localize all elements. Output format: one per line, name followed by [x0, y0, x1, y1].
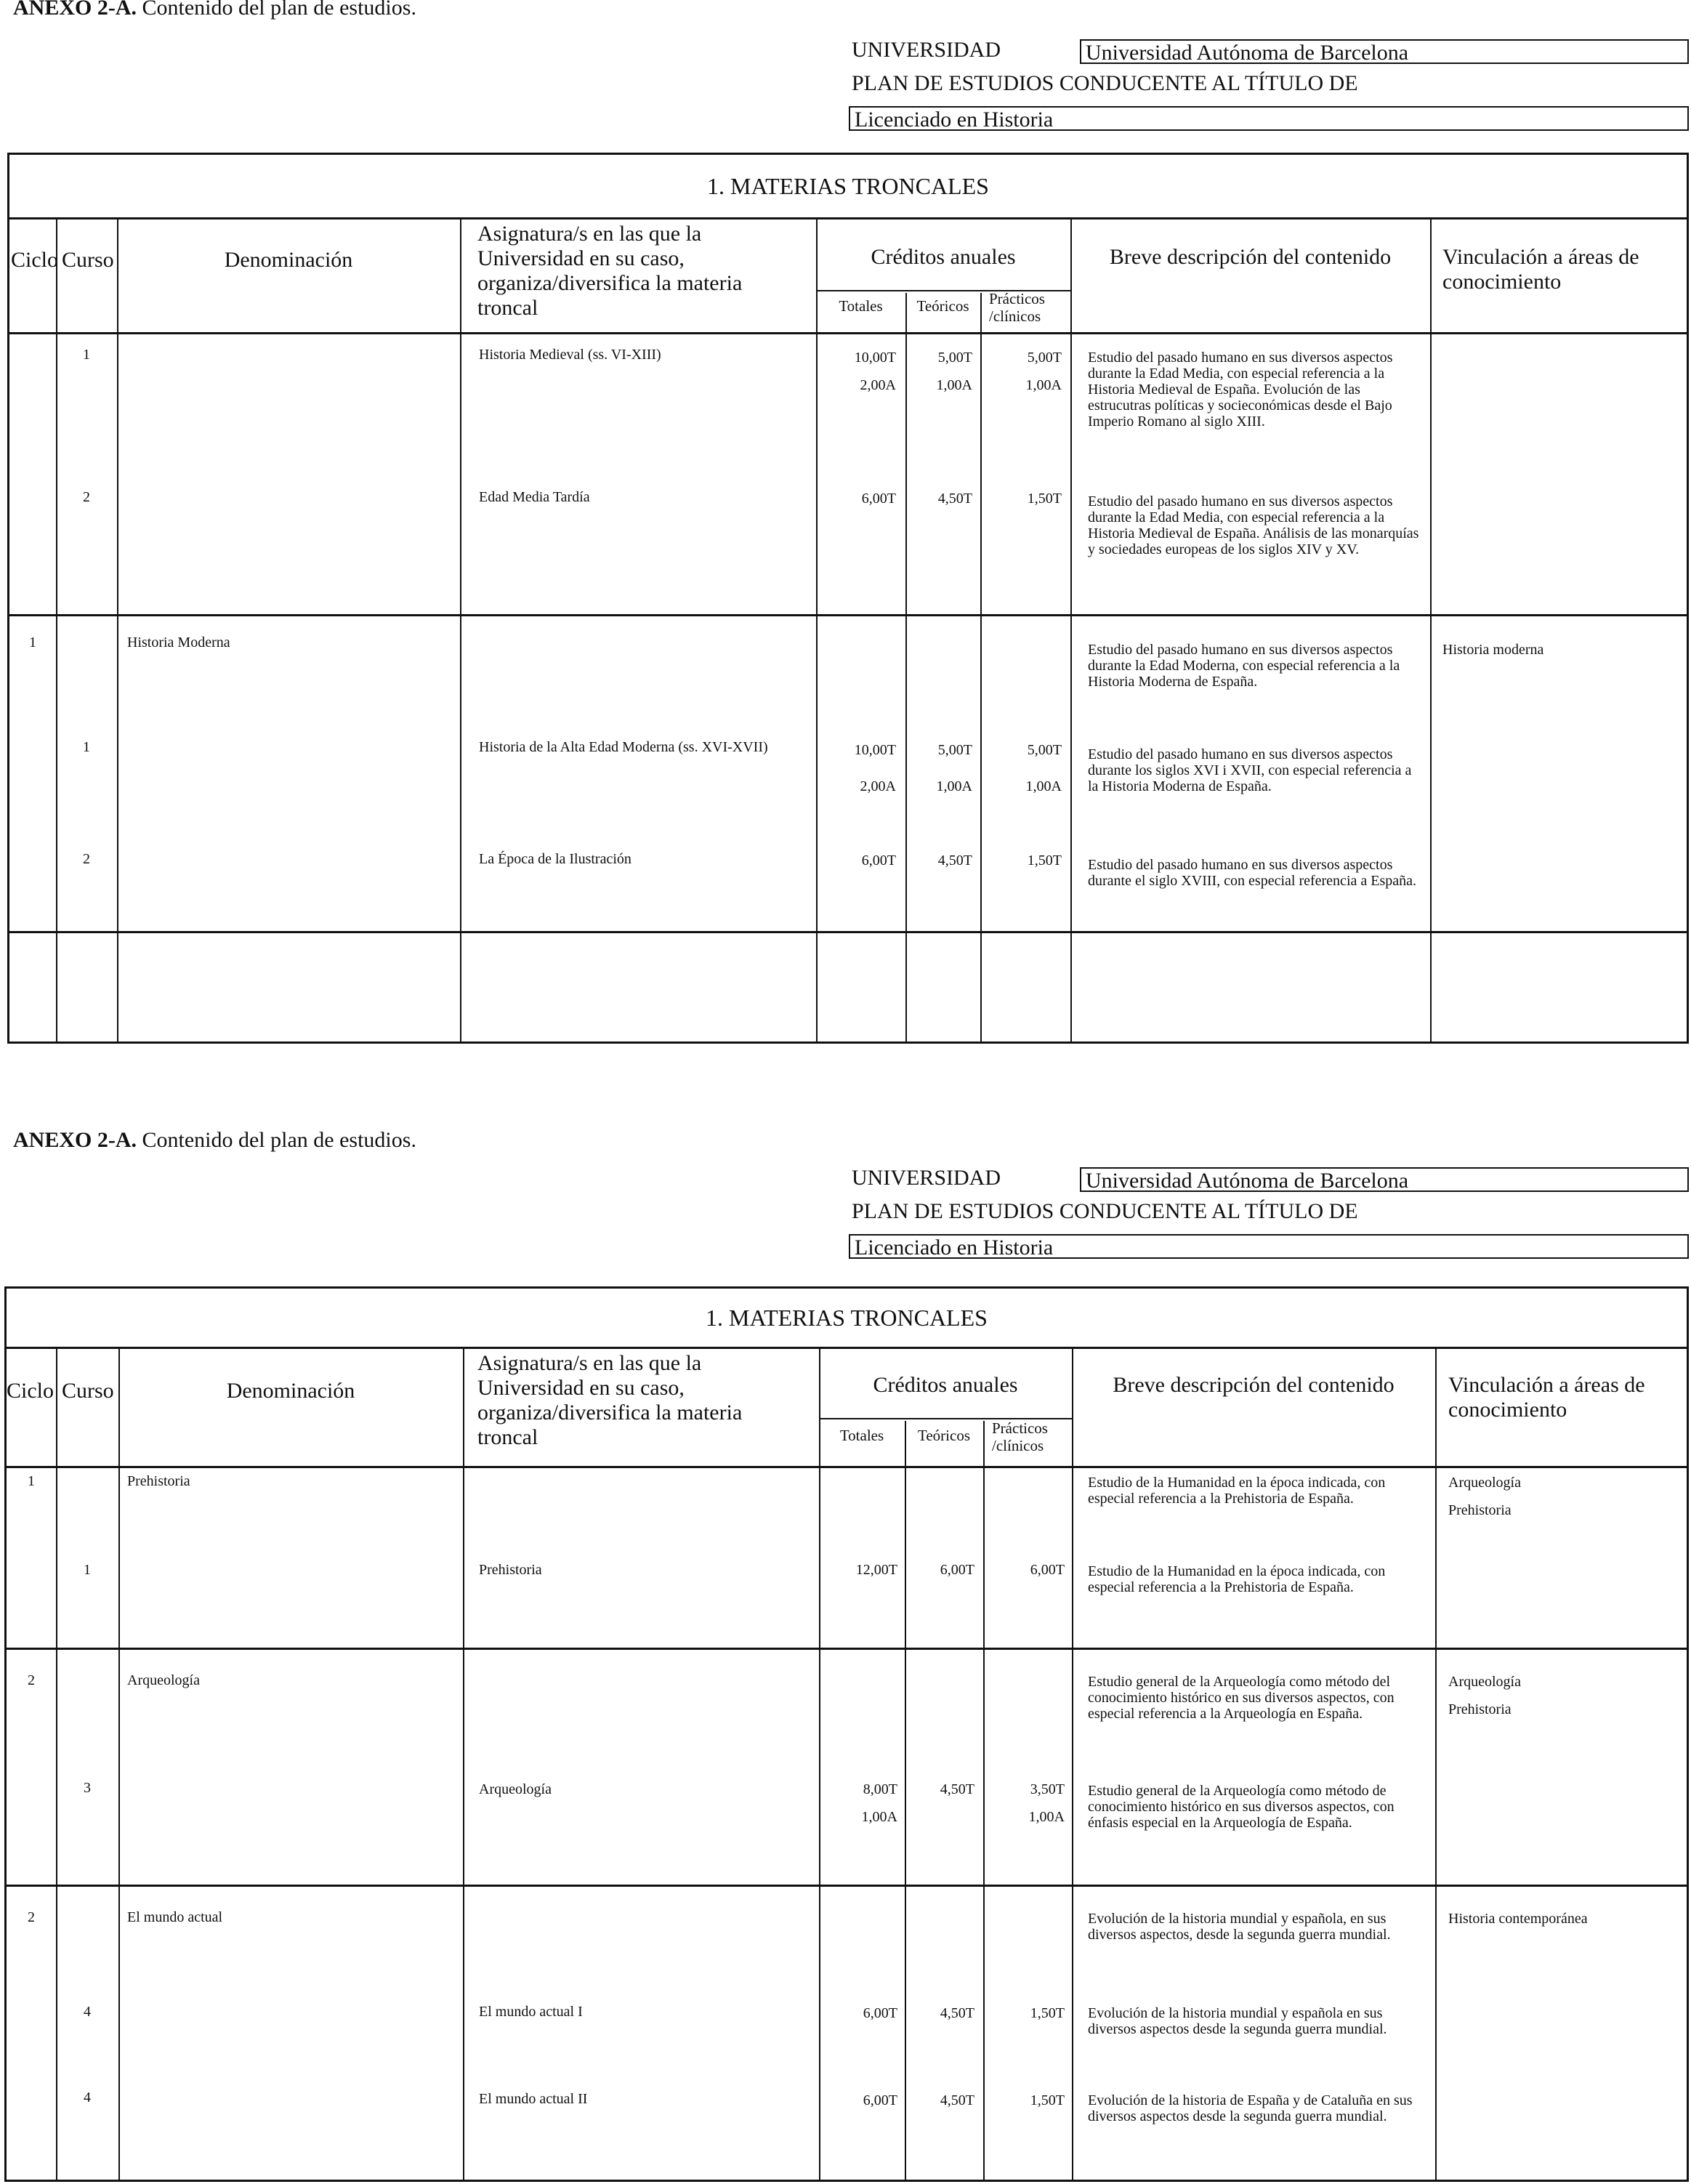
- materias-table: [7, 153, 1689, 1044]
- table-title: 1. MATERIAS TRONCALES: [9, 155, 1687, 219]
- asignatura-cell: Historia Medieval (ss. VI-XIII): [479, 347, 661, 363]
- curso-cell: 3: [84, 1780, 91, 1796]
- ciclo-cell: 1: [29, 634, 36, 650]
- vinculacion-cell: Historia moderna: [1442, 642, 1544, 658]
- col-curso: Curso: [62, 1379, 114, 1403]
- universidad-label: UNIVERSIDAD: [852, 38, 1001, 62]
- curso-cell: 1: [84, 1562, 91, 1578]
- col-vinculacion: Vinculación a áreas de conocimiento: [1448, 1373, 1645, 1422]
- col-teoricos: Teóricos: [916, 297, 969, 315]
- practicos-cell: 3,50T: [1030, 1781, 1065, 1797]
- vinculacion-cell: Prehistoria: [1448, 1502, 1512, 1518]
- descripcion-cell: Estudio del pasado humano en sus diversos aspectos durante la Edad Media, con especial referencia a la Historia Medieval de España. Análisis de las monarquías y sociedades europeas de los siglos XIV y XV.: [1088, 493, 1419, 557]
- col-totales: Totales: [839, 1427, 884, 1444]
- totales-cell: 12,00T: [855, 1562, 897, 1578]
- vinculacion-cell: Arqueología: [1448, 1475, 1521, 1491]
- practicos-cell: 1,50T: [1027, 491, 1062, 507]
- descripcion-cell: Estudio general de la Arqueología como método del conocimiento histórico en sus diversos aspectos, con especial referencia a la Arqueología en España.: [1088, 1674, 1395, 1722]
- col-denominacion: Denominación: [224, 248, 353, 272]
- curso-cell: 2: [83, 489, 90, 505]
- totales-cell: 6,00T: [861, 853, 896, 869]
- asignatura-cell: El mundo actual II: [479, 2091, 588, 2107]
- totales-cell: 1,00A: [861, 1809, 897, 1825]
- asignatura-cell: Edad Media Tardía: [479, 489, 590, 505]
- vinculacion-cell: Prehistoria: [1448, 1701, 1512, 1717]
- practicos-cell: 5,00T: [1027, 742, 1062, 758]
- curso-cell: 1: [83, 347, 90, 363]
- curso-cell: 2: [83, 851, 90, 867]
- teoricos-cell: 1,00A: [936, 377, 972, 393]
- practicos-cell: 5,00T: [1027, 350, 1062, 366]
- descripcion-cell: Estudio del pasado humano en sus diversos aspectos durante la Edad Moderna, con especial referencia a la Historia Moderna de España.: [1088, 642, 1400, 690]
- asignatura-cell: Arqueología: [479, 1781, 552, 1797]
- practicos-cell: 1,00A: [1028, 1809, 1065, 1825]
- col-vinculacion: Vinculación a áreas de conocimiento: [1442, 245, 1639, 294]
- descripcion-cell: Estudio general de la Arqueología como método de conocimiento histórico en sus diversos aspectos, con énfasis especial en la Arqueología de España.: [1088, 1783, 1395, 1831]
- descripcion-cell: Estudio del pasado humano en sus diversos aspectos durante la Edad Media, con especial referencia a la Historia Medieval de España. Evolución de las estrucutras políticas y socieconómicas desde el Bajo Imperio Romano al siglo XIII.: [1088, 350, 1393, 430]
- descripcion-cell: Estudio de la Humanidad en la época indicada, con especial referencia a la Prehistoria de España.: [1088, 1563, 1386, 1595]
- plan-label: PLAN DE ESTUDIOS CONDUCENTE AL TÍTULO DE: [852, 71, 1358, 95]
- practicos-cell: 1,50T: [1030, 2005, 1065, 2021]
- descripcion-cell: Evolución de la historia mundial y española, en sus diversos aspectos, desde la segunda guerra mundial.: [1088, 1911, 1391, 1943]
- totales-cell: 10,00T: [854, 350, 896, 366]
- col-practicos: Prácticos /clínicos: [989, 290, 1045, 325]
- anexo-heading: ANEXO 2-A. Contenido del plan de estudios.: [13, 1128, 416, 1152]
- anexo-heading: ANEXO 2-A. Contenido del plan de estudios.: [13, 0, 416, 20]
- col-creditos: Créditos anuales: [871, 245, 1016, 269]
- col-totales: Totales: [839, 297, 883, 315]
- practicos-cell: 1,50T: [1027, 853, 1062, 869]
- totales-cell: 6,00T: [863, 2005, 897, 2021]
- titulo-field: Licenciado en Historia: [849, 1234, 1689, 1259]
- asignatura-cell: El mundo actual I: [479, 2004, 583, 2020]
- descripcion-cell: Estudio del pasado humano en sus diversos aspectos durante los siglos XVI i XVII, con especial referencia a la Historia Moderna de España.: [1088, 746, 1412, 794]
- col-descripcion: Breve descripción del contenido: [1109, 245, 1392, 269]
- asignatura-cell: Prehistoria: [479, 1562, 542, 1578]
- teoricos-cell: 4,50T: [940, 1781, 974, 1797]
- ciclo-cell: 1: [28, 1473, 35, 1489]
- practicos-cell: 1,00A: [1025, 377, 1062, 393]
- totales-cell: 2,00A: [860, 778, 896, 794]
- teoricos-cell: 4,50T: [937, 491, 972, 507]
- denominacion-cell: Arqueología: [127, 1672, 200, 1688]
- plan-label: PLAN DE ESTUDIOS CONDUCENTE AL TÍTULO DE: [852, 1199, 1358, 1223]
- universidad-label: UNIVERSIDAD: [852, 1166, 1001, 1190]
- col-teoricos: Teóricos: [917, 1427, 970, 1444]
- col-ciclo: Ciclo: [7, 1379, 54, 1403]
- asignatura-cell: Historia de la Alta Edad Moderna (ss. XVI-XVII): [479, 739, 768, 755]
- practicos-cell: 1,00A: [1025, 778, 1062, 794]
- totales-cell: 6,00T: [863, 2092, 897, 2108]
- universidad-field: Universidad Autónoma de Barcelona: [1080, 39, 1689, 64]
- ciclo-cell: 2: [28, 1909, 35, 1925]
- teoricos-cell: 4,50T: [937, 853, 972, 869]
- col-creditos: Créditos anuales: [873, 1373, 1018, 1397]
- vinculacion-cell: Historia contemporánea: [1448, 1911, 1588, 1927]
- vinculacion-cell: Arqueología: [1448, 1674, 1521, 1690]
- teoricos-cell: 4,50T: [940, 2005, 974, 2021]
- titulo-field: Licenciado en Historia: [849, 106, 1689, 131]
- teoricos-cell: 1,00A: [936, 778, 972, 794]
- curso-cell: 4: [84, 2090, 91, 2106]
- teoricos-cell: 6,00T: [940, 1562, 974, 1578]
- denominacion-cell: Prehistoria: [127, 1473, 190, 1489]
- col-descripcion: Breve descripción del contenido: [1113, 1373, 1395, 1397]
- col-denominacion: Denominación: [226, 1379, 355, 1403]
- ciclo-cell: 2: [28, 1672, 35, 1688]
- denominacion-cell: El mundo actual: [127, 1909, 223, 1925]
- universidad-field: Universidad Autónoma de Barcelona: [1080, 1167, 1689, 1192]
- totales-cell: 6,00T: [861, 491, 896, 507]
- descripcion-cell: Evolución de la historia de España y de Cataluña en sus diversos aspectos desde la segunda guerra mundial.: [1088, 2092, 1413, 2124]
- col-curso: Curso: [62, 248, 114, 272]
- totales-cell: 10,00T: [854, 742, 896, 758]
- col-ciclo: Ciclo: [11, 248, 58, 272]
- descripcion-cell: Estudio del pasado humano en sus diversos aspectos durante el siglo XVIII, con especial referencia a España.: [1088, 857, 1417, 889]
- descripcion-cell: Evolución de la historia mundial y española en sus diversos aspectos desde la segunda guerra mundial.: [1088, 2005, 1387, 2037]
- practicos-cell: 1,50T: [1030, 2092, 1065, 2108]
- totales-cell: 8,00T: [863, 1781, 897, 1797]
- curso-cell: 1: [83, 739, 90, 755]
- descripcion-cell: Estudio de la Humanidad en la época indicada, con especial referencia a la Prehistoria de España.: [1088, 1475, 1386, 1507]
- asignatura-cell: La Época de la Ilustración: [479, 851, 631, 867]
- totales-cell: 2,00A: [860, 377, 896, 393]
- denominacion-cell: Historia Moderna: [127, 634, 230, 650]
- teoricos-cell: 4,50T: [940, 2092, 974, 2108]
- practicos-cell: 6,00T: [1030, 1562, 1065, 1578]
- teoricos-cell: 5,00T: [937, 742, 972, 758]
- table-title: 1. MATERIAS TRONCALES: [7, 1289, 1687, 1349]
- curso-cell: 4: [84, 2004, 91, 2020]
- col-asignatura: Asignatura/s en las que la Universidad en su caso, organiza/diversifica la materia troncal: [477, 222, 743, 320]
- materias-table: [4, 1286, 1689, 2182]
- teoricos-cell: 5,00T: [937, 350, 972, 366]
- col-asignatura: Asignatura/s en las que la Universidad en su caso, organiza/diversifica la materia troncal: [477, 1351, 743, 1449]
- col-practicos: Prácticos /clínicos: [992, 1419, 1048, 1454]
